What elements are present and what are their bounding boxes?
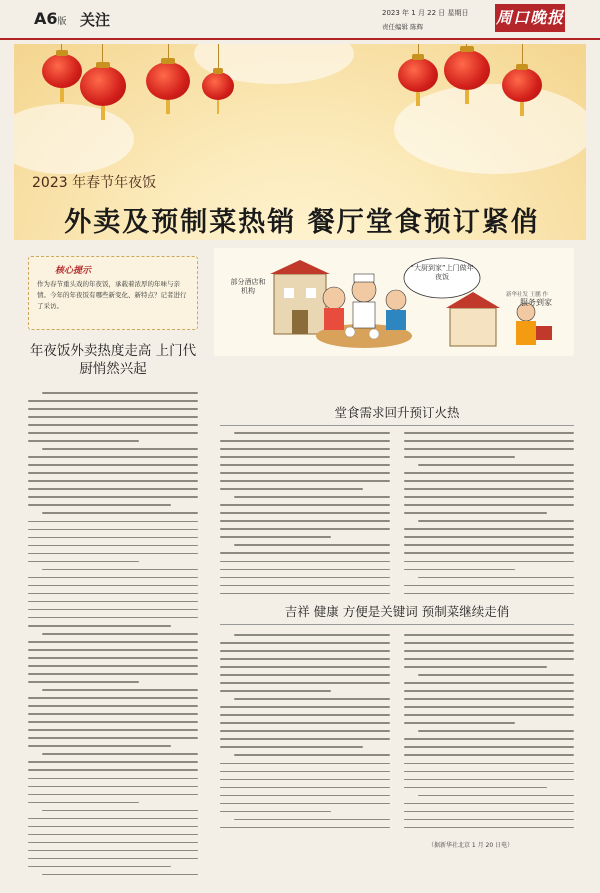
text-line [28, 842, 198, 844]
text-line [28, 625, 171, 627]
text-line [404, 448, 574, 450]
text-line [28, 721, 198, 723]
text-line [28, 745, 171, 747]
text-line [404, 544, 574, 546]
text-line [28, 424, 198, 426]
text-line [220, 520, 390, 522]
text-line [220, 771, 390, 773]
text-line [418, 674, 574, 676]
text-line [220, 803, 390, 805]
text-line [404, 714, 574, 716]
text-line [220, 746, 363, 748]
text-line [28, 609, 198, 611]
illustration-label-center: “大厨到家”上门做年夜饭 [410, 264, 474, 281]
text-line [28, 681, 139, 683]
core-tip-title: 核心提示 [55, 266, 92, 276]
text-line [220, 811, 331, 813]
text-line [404, 658, 574, 660]
text-line [404, 480, 574, 482]
text-line [28, 496, 198, 498]
text-line [28, 617, 198, 619]
text-line [404, 779, 574, 781]
main-headline: 外卖及预制菜热销 餐厅堂食预订紧俏 [64, 207, 540, 238]
text-line [42, 392, 198, 394]
text-line [28, 657, 198, 659]
text-line [42, 689, 198, 691]
lantern-icon [398, 58, 438, 92]
text-line [28, 761, 198, 763]
text-line [28, 561, 139, 563]
text-line [404, 488, 574, 490]
text-line [220, 577, 390, 579]
article-column-3 [404, 432, 574, 601]
text-line [220, 472, 390, 474]
page-header [0, 0, 600, 40]
core-tip-body: 作为春节重头戏的年夜饭，承载着浓厚的年味与亲情。今年的年夜饭有哪些新变化、新特点？记者进行了采访。 [37, 280, 187, 310]
text-line [28, 794, 198, 796]
text-line [220, 528, 390, 530]
text-line [404, 432, 574, 434]
text-line [220, 779, 390, 781]
text-line [220, 763, 390, 765]
subhead-right-bottom-text: 吉祥 健康 方便是关键词 预制菜继续走俏 [284, 604, 510, 619]
illustration-label-left: 部分酒店和机构 [230, 278, 266, 295]
text-line [42, 874, 198, 876]
text-line [42, 569, 198, 571]
text-line [220, 722, 390, 724]
dateline-footer: （据新华社北京 1 月 20 日电） [428, 842, 514, 849]
text-line [28, 408, 198, 410]
text-line [28, 593, 198, 595]
text-line [404, 496, 574, 498]
text-line [28, 786, 198, 788]
text-line [220, 738, 390, 740]
text-line [28, 456, 198, 458]
lantern-icon [80, 66, 126, 106]
text-line [220, 642, 390, 644]
article-column-5 [404, 634, 574, 835]
text-line [404, 552, 574, 554]
text-line [28, 585, 198, 587]
cloud-decoration [394, 84, 586, 174]
text-line [28, 866, 171, 868]
text-line [220, 456, 390, 458]
section-title: 关注 [80, 11, 111, 29]
text-line [220, 488, 363, 490]
text-line [404, 504, 574, 506]
text-line [28, 545, 198, 547]
text-line [404, 771, 574, 773]
text-line [42, 810, 198, 812]
page-number: A6版 [34, 9, 67, 28]
lantern-icon [42, 54, 82, 88]
text-line [234, 544, 390, 546]
page-number-suffix: 版 [57, 17, 67, 27]
text-line [42, 448, 198, 450]
text-line [220, 552, 390, 554]
text-line [220, 650, 390, 652]
article-column-2 [220, 432, 390, 601]
text-line [220, 658, 390, 660]
text-line [404, 827, 574, 829]
text-line [42, 512, 198, 514]
text-line [28, 649, 198, 651]
text-line [28, 400, 198, 402]
text-line [28, 577, 198, 579]
text-line [404, 593, 574, 595]
text-line [404, 803, 574, 805]
headline-kicker: 2023 年春节年夜饭 [32, 175, 157, 191]
text-line [28, 641, 198, 643]
text-line [28, 826, 198, 828]
text-line [220, 561, 390, 563]
text-line [28, 802, 139, 804]
text-line [28, 416, 198, 418]
text-line [404, 682, 574, 684]
text-line [28, 834, 198, 836]
text-line [404, 536, 574, 538]
article-column-1 [28, 392, 198, 882]
text-line [404, 706, 574, 708]
text-line [234, 634, 390, 636]
text-line [234, 698, 390, 700]
text-line [220, 512, 390, 514]
text-line [418, 795, 574, 797]
text-line [220, 827, 390, 829]
text-line [220, 480, 390, 482]
text-line [28, 778, 198, 780]
text-line [28, 480, 198, 482]
text-line [220, 682, 390, 684]
text-line [404, 561, 574, 563]
text-line [234, 819, 390, 821]
text-line [42, 753, 198, 755]
subhead-left [28, 342, 198, 378]
subhead-right-top [220, 403, 574, 426]
text-line [404, 585, 574, 587]
headline-banner [14, 44, 586, 240]
text-line [28, 464, 198, 466]
issue-date: 2023 年 1 月 22 日 星期日 [382, 9, 469, 17]
text-line [220, 714, 390, 716]
text-line [28, 705, 198, 707]
text-line [418, 464, 574, 466]
text-line [404, 738, 574, 740]
text-line [28, 729, 198, 731]
text-line [42, 633, 198, 635]
text-line [234, 432, 390, 434]
text-line [28, 713, 198, 715]
text-line [28, 769, 198, 771]
text-line [404, 650, 574, 652]
text-line [404, 787, 547, 789]
text-line [28, 601, 198, 603]
text-line [404, 763, 574, 765]
lantern-icon [146, 62, 190, 100]
text-line [220, 730, 390, 732]
text-line [28, 665, 198, 667]
text-line [404, 440, 574, 442]
text-line [28, 737, 198, 739]
text-line [404, 754, 574, 756]
text-line [404, 634, 574, 636]
editor-credits: 责任编辑 陈辉 [382, 23, 424, 31]
text-line [28, 818, 198, 820]
text-line [404, 528, 574, 530]
text-line [220, 464, 390, 466]
text-line [404, 512, 547, 514]
text-line [220, 585, 390, 587]
subhead-right-top-text: 堂食需求回升预订火热 [334, 405, 460, 420]
article-column-4 [220, 634, 390, 835]
subhead-left-text: 年夜饭外卖热度走高 上门代厨悄然兴起 [29, 343, 197, 377]
lantern-icon [202, 72, 234, 100]
text-line [220, 504, 390, 506]
text-line [28, 440, 139, 442]
text-line [28, 858, 198, 860]
text-line [220, 706, 390, 708]
text-line [418, 577, 574, 579]
newspaper-masthead: 周口晚报 [495, 4, 565, 32]
text-line [28, 529, 198, 531]
text-line [220, 440, 390, 442]
text-line [404, 819, 574, 821]
subhead-right-bottom [220, 602, 574, 625]
illustration-credit: 新华社发 王鹏 作 [506, 292, 548, 298]
text-line [234, 496, 390, 498]
text-line [28, 504, 171, 506]
text-line [220, 690, 331, 692]
text-line [28, 850, 198, 852]
text-line [28, 537, 198, 539]
text-line [220, 795, 390, 797]
core-tip-box [28, 256, 198, 330]
text-line [418, 520, 574, 522]
text-line [404, 456, 515, 458]
cloud-decoration [14, 104, 134, 174]
text-line [220, 787, 390, 789]
lantern-icon [502, 68, 542, 102]
text-line [404, 666, 547, 668]
text-line [28, 697, 198, 699]
text-line [418, 730, 574, 732]
text-line [404, 472, 574, 474]
text-line [220, 666, 390, 668]
text-line [404, 690, 574, 692]
text-line [28, 553, 198, 555]
text-line [220, 536, 331, 538]
text-line [404, 698, 574, 700]
text-line [220, 569, 390, 571]
text-line [404, 569, 515, 571]
text-line [220, 593, 390, 595]
illustration-label-right: 服务到家 [520, 298, 552, 307]
lantern-icon [444, 50, 490, 90]
cartoon-illustration [214, 248, 574, 356]
text-line [28, 673, 198, 675]
text-line [404, 746, 574, 748]
text-line [404, 811, 574, 813]
text-line [220, 448, 390, 450]
text-line [404, 642, 574, 644]
text-line [234, 754, 390, 756]
text-line [28, 432, 198, 434]
text-line [28, 488, 198, 490]
text-line [220, 674, 390, 676]
text-line [28, 521, 198, 523]
text-line [404, 722, 515, 724]
text-line [28, 472, 198, 474]
